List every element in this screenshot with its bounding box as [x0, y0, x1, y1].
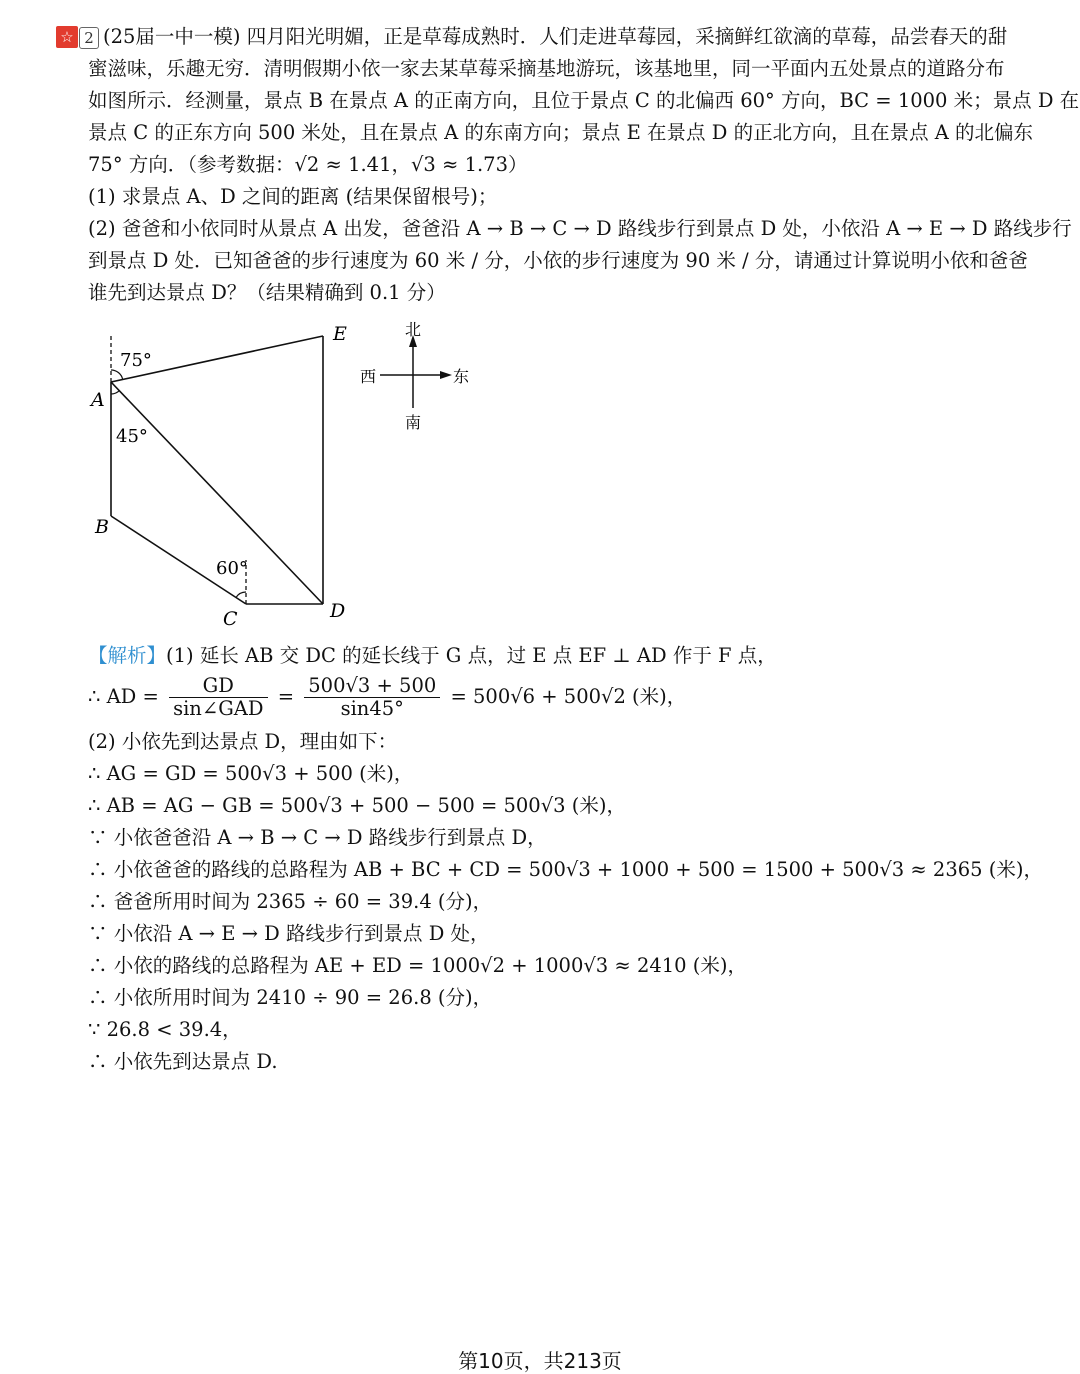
problem-line-4: 景点 C 的正东方向 500 米处，且在景点 A 的东南方向；景点 E 在景点 D 的正北方向，且在景点 A 的北偏东 — [88, 121, 1034, 144]
question-2-line-1: (2) 爸爸和小依同时从景点 A 出发，爸爸沿 A → B → C → D 路线步行到景点 D 处，小依沿 A → E → D 路线步行 — [88, 217, 1072, 240]
solution-ad-formula — [88, 673, 686, 721]
solution-step-9: ∴ 小依的路线的总路程为 AE + ED = 1000√2 + 1000√3 ≈ 2410 (米)， — [88, 954, 747, 977]
geometry-figure — [0, 0, 1080, 640]
solution-line-1 — [88, 643, 777, 669]
page-footer: 第10页，共213页 — [458, 1349, 622, 1373]
problem-line-2: 蜜滋味，乐趣无穷．清明假期小依一家去某草莓采摘基地游玩，该基地里，同一平面内五处景点的道路分布 — [88, 57, 1005, 80]
fraction-gd-sin — [169, 675, 267, 720]
ad-prefix: ∴ AD = — [88, 685, 159, 708]
star-icon: ☆ — [56, 26, 78, 48]
compass-south: 南 — [405, 413, 422, 432]
solution-step-7: ∴ 爸爸所用时间为 2365 ÷ 60 = 39.4 (分)， — [88, 890, 493, 913]
compass-icon — [380, 335, 452, 408]
problem-line-5: 75° 方向．（参考数据：√2 ≈ 1.41，√3 ≈ 1.73） — [88, 153, 528, 176]
solution-step-6: ∴ 小依爸爸的路线的总路程为 AB + BC + CD = 500√3 + 1000 + 500 = 1500 + 500√3 ≈ 2365 (米)， — [88, 858, 1043, 881]
label-d: D — [330, 600, 346, 622]
angle-arc-75 — [111, 370, 123, 379]
label-c: C — [223, 608, 238, 630]
solution-step-12: ∴ 小依先到达景点 D. — [88, 1050, 278, 1073]
problem-line-1: (25届一中一模) 四月阳光明媚，正是草莓成熟时．人们走进草莓园，采摘鲜红欲滴的草莓，品尝春天的甜 — [103, 25, 1008, 48]
fraction-denominator: sin∠GAD — [173, 697, 264, 720]
problem-number: 2 — [79, 27, 99, 49]
solution-tag: 【解析】 — [88, 644, 167, 667]
ad-result: = 500√6 + 500√2 (米)， — [450, 685, 687, 708]
question-1: (1) 求景点 A、D 之间的距离 (结果保留根号)； — [88, 185, 498, 208]
compass-north: 北 — [405, 320, 422, 339]
compass-east: 东 — [453, 367, 470, 386]
solution-step-2: (2) 小依先到达景点 D，理由如下： — [88, 730, 398, 753]
label-b: B — [95, 516, 109, 538]
angle-label-45: 45° — [116, 426, 148, 447]
angle-label-75: 75° — [120, 350, 152, 371]
solution-step-5: ∵ 小依爸爸沿 A → B → C → D 路线步行到景点 D， — [88, 826, 547, 849]
solution-step-4: ∴ AB = AG − GB = 500√3 + 500 − 500 = 500√3 (米)， — [88, 794, 626, 817]
equals-sign: = — [277, 685, 295, 708]
problem-line-3: 如图所示．经测量，景点 B 在景点 A 的正南方向，且位于景点 C 的北偏西 60° 方向，BC = 1000 米；景点 D 在 — [88, 89, 1080, 112]
fraction-numerator: GD — [169, 675, 267, 698]
solution-step-1: (1) 延长 AB 交 DC 的延长线于 G 点，过 E 点 EF ⊥ AD 作于 F 点， — [166, 644, 777, 667]
solution-step-11: ∵ 26.8 < 39.4， — [88, 1018, 242, 1041]
fraction-500-sin45 — [304, 675, 440, 720]
angle-arc-60 — [236, 592, 246, 597]
solution-step-8: ∵ 小依沿 A → E → D 路线步行到景点 D 处， — [88, 922, 490, 945]
label-e: E — [333, 323, 347, 345]
fraction-denominator: sin45° — [340, 697, 404, 720]
label-a: A — [91, 389, 105, 411]
question-2-line-2: 到景点 D 处．已知爸爸的步行速度为 60 米 / 分，小依的步行速度为 90 米 / 分，请通过计算说明小依和爸爸 — [88, 249, 1028, 272]
angle-label-60: 60° — [216, 558, 248, 579]
solution-step-10: ∴ 小依所用时间为 2410 ÷ 90 = 26.8 (分)， — [88, 986, 493, 1009]
compass-west: 西 — [360, 367, 377, 386]
solution-step-3: ∴ AG = GD = 500√3 + 500 (米)， — [88, 762, 414, 785]
angle-arc-45 — [111, 391, 119, 394]
fraction-numerator: 500√3 + 500 — [304, 675, 440, 698]
question-2-line-3: 谁先到达景点 D？（结果精确到 0.1 分） — [88, 281, 446, 304]
